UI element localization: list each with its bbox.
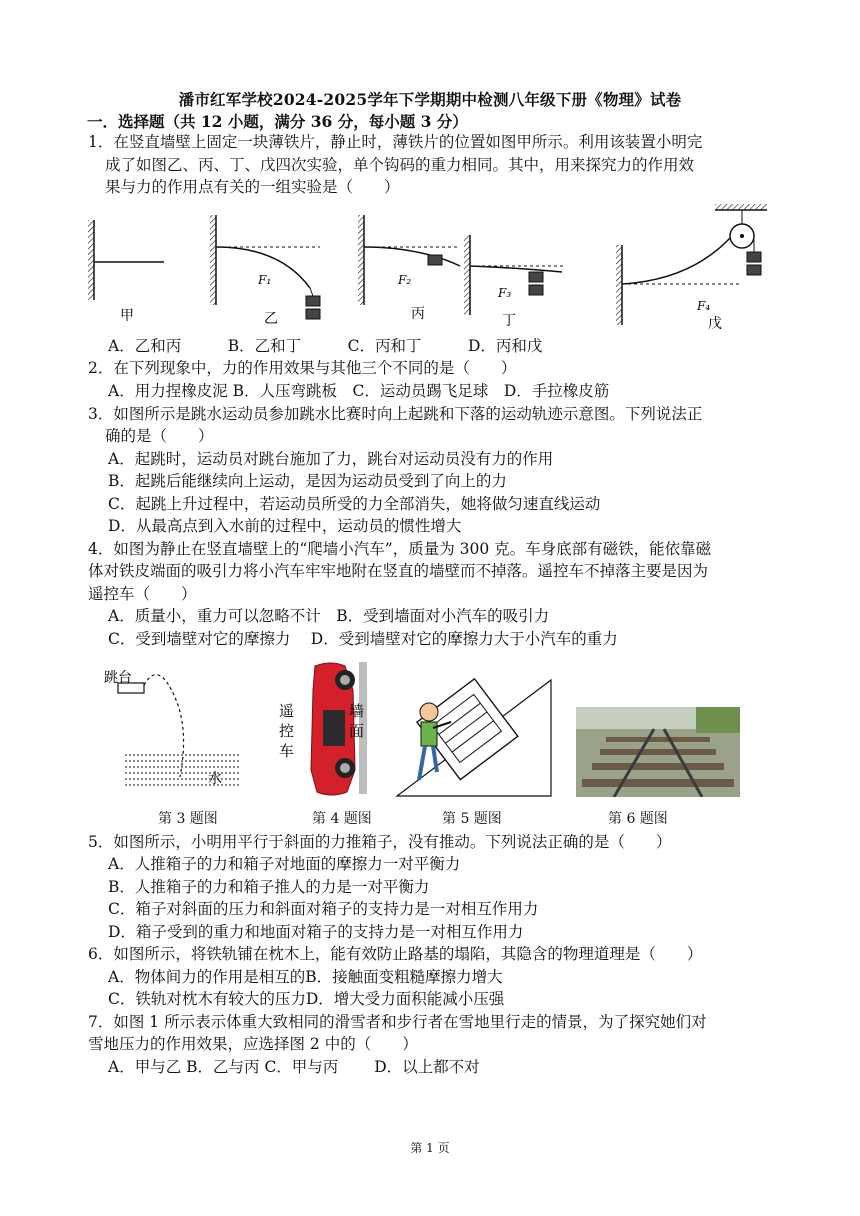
q4-line: 遥控车（ ） [88,585,197,603]
fig4-label-car-1: 遥 [279,702,295,720]
page-footer: 第 1 页 [410,1141,450,1155]
force-label-f4: F₄ [697,299,711,313]
q1-options: A．乙和丙 B．乙和丁 C．丙和丁 D．丙和戊 [108,337,543,355]
q1-line: 1．在竖直墙壁上固定一块薄铁片，静止时，薄铁片的位置如图甲所示。利用该装置小明完 [88,133,703,151]
fig4-label-wall-2: 面 [349,722,365,740]
figure-label-ding: 丁 [502,313,516,329]
fig-yi [210,215,320,319]
exam-title: 潘市红军学校2024-2025学年下学期期中检测八年级下册《物理》试卷 [178,90,682,109]
fig4-label-car-2: 控 [279,722,295,740]
q3-line: 3．如图所示是跳水运动员参加跳水比赛时向上起跳和下落的运动轨迹示意图。下列说法正 [88,405,703,423]
fig-jia [88,220,164,300]
force-label-f3: F₃ [498,286,512,300]
caption-fig4: 第 4 题图 [312,811,372,827]
fig3-label-water: 水 [208,771,222,787]
q4-option: A．质量小，重力可以忽略不计 B．受到墙面对小汽车的吸引力 [108,607,550,625]
fig5-incline [395,660,555,800]
caption-fig3: 第 3 题图 [158,811,218,827]
q3-option: D．从最高点到入水前的过程中，运动员的惯性增大 [108,517,462,535]
q1-figure [80,200,780,335]
q4-line: 4．如图为静止在竖直墙壁上的“爬墙小汽车”，质量为 300 克。车身底部有磁铁，能依靠磁 [88,540,712,558]
q7-line: 雪地压力的作用效果，应选择图 2 中的（ ） [88,1035,418,1053]
q3-option: A．起跳时，运动员对跳台施加了力，跳台对运动员没有力的作用 [108,450,554,468]
force-label-f2: F₂ [398,273,412,287]
fig4-label-car-3: 车 [279,742,295,760]
force-label-f1: F₁ [258,273,272,287]
fig-ding [464,235,566,315]
q3-option: B．起跳后能继续向上运动，是因为运动员受到了向上的力 [108,472,507,490]
q2-options: A．用力捏橡皮泥 B．人压弯跳板 C．运动员踢飞足球 D．手拉橡皮筋 [108,382,610,400]
figure-label-bing: 丙 [411,306,425,322]
q1-line: 果与力的作用点有关的一组实验是（ ） [105,178,400,196]
fig4-label-wall-1: 墙 [349,702,365,720]
q2-line: 2．在下列现象中，力的作用效果与其他三个不同的是（ ） [88,359,517,377]
q3-option: C．起跳上升过程中，若运动员所受的力全部消失，她将做匀速直线运动 [108,495,601,513]
q3-line: 确的是（ ） [105,427,214,445]
figure-label-yi: 乙 [264,311,278,327]
q7-line: 7．如图 1 所示表示体重大致相同的滑雪者和步行者在雪地里行走的情景，为了探究她们对 [88,1013,707,1031]
q6-option: C．铁轨对枕木有较大的压力D．增大受力面积能减小压强 [108,990,505,1008]
caption-fig5: 第 5 题图 [442,811,502,827]
fig3-diving [100,665,250,795]
q6-line: 6．如图所示，将铁轨铺在枕木上，能有效防止路基的塌陷，其隐含的物理道理是（ ） [88,945,703,963]
q5-line: 5．如图所示，小明用平行于斜面的力推箱子，没有推动。下列说法正确的是（ ） [88,833,672,851]
caption-fig6: 第 6 题图 [608,811,668,827]
fig-bing [358,215,460,305]
q1-line: 成了如图乙、丙、丁、戊四次实验，单个钩码的重力相同。其中，用来探究力的作用效 [105,156,695,174]
q7-options: A．甲与乙 B．乙与丙 C．甲与丙 D．以上都不对 [108,1058,480,1076]
fig4-car [275,660,375,800]
q5-option: B．人推箱子的力和箱子推人的力是一对平衡力 [108,878,430,896]
fig-wu [616,204,767,325]
q4-line: 体对铁皮端面的吸引力将小汽车牢牢地附在竖直的墙壁而不掉落。遥控车不掉落主要是因为 [88,562,709,580]
q5-option: D．箱子受到的重力和地面对箱子的支持力是一对相互作用力 [108,923,524,941]
q5-option: A．人推箱子的力和箱子对地面的摩擦力一对平衡力 [108,855,461,873]
fig6-railway [576,707,740,797]
fig3-label-platform: 跳台 [104,670,132,686]
figure-label-jia: 甲 [120,308,134,324]
q5-option: C．箱子对斜面的压力和斜面对箱子的支持力是一对相互作用力 [108,900,539,918]
figure-label-wu: 戊 [708,316,722,332]
q4-option: C．受到墙壁对它的摩擦力 D．受到墙壁对它的摩擦力大于小汽车的重力 [108,630,618,648]
section-heading: 一．选择题（共 12 小题，满分 36 分，每小题 3 分） [87,112,468,131]
q6-option: A．物体间力的作用是相互的B．接触面变粗糙摩擦力增大 [108,968,503,986]
